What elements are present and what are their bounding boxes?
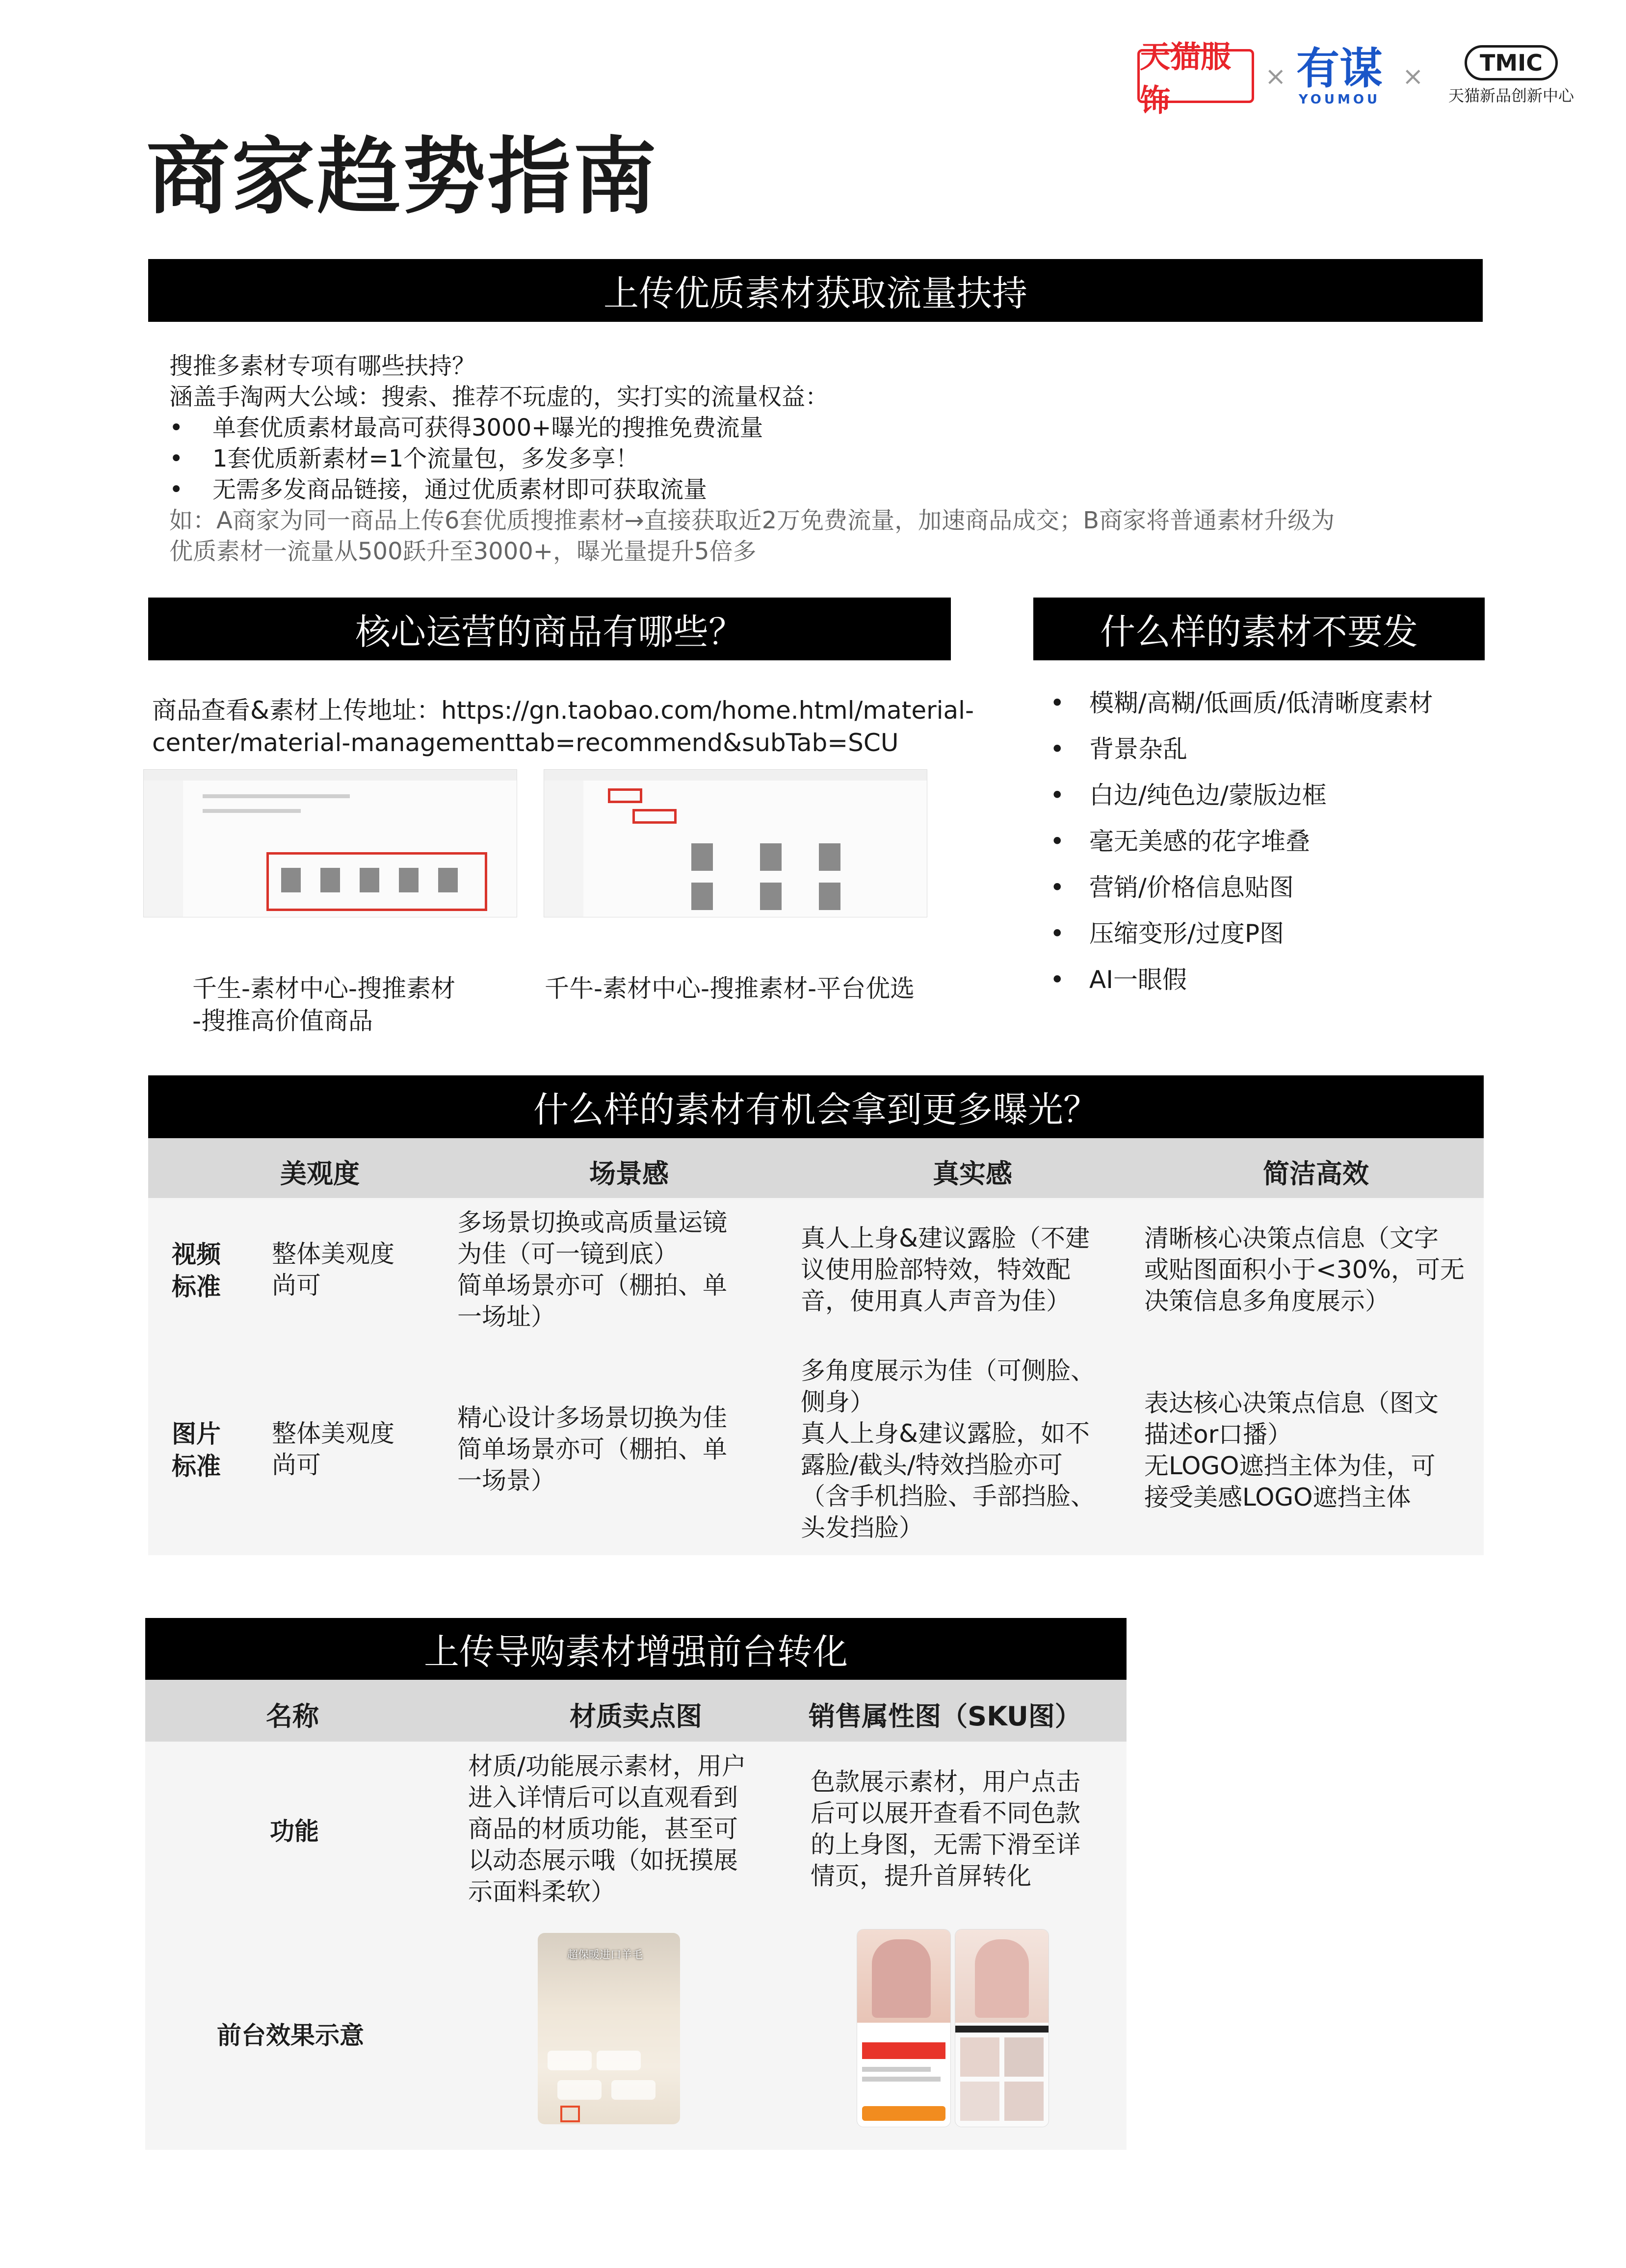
dont-item: • 毫无美感的花字堆叠 (1045, 825, 1487, 871)
cell-image-aesthetic: 整体美观度 尚可 (272, 1419, 394, 1479)
guide-table-header (145, 1680, 1127, 1742)
youmou-logo-text: 有谋 (1296, 43, 1383, 94)
cell-function-sku: 色款展示素材，用户点击 后可以展开查看不同色款 的上身图，无需下滑至详 情页，提升首屏转化 (811, 1768, 1080, 1890)
exposure-table-body (148, 1198, 1484, 1555)
tmic-logo (1438, 45, 1585, 114)
screenshot-qiansheng (143, 769, 517, 917)
row-label-image: 图片 标准 (172, 1420, 221, 1481)
intro-bullet: • 1套优质新素材=1个流量包，多发多享！ (169, 443, 1445, 474)
intro-bullet: • 单套优质素材最高可获得3000+曝光的搜推免费流量 (169, 413, 1445, 443)
logo-separator: × (1265, 62, 1286, 91)
header-sku: 销售属性图（SKU图） (809, 1701, 1081, 1732)
guide-section-header (145, 1618, 1127, 1680)
cell-image-concise: 表达核心决策点信息（图文 描述or口播） 无LOGO遮挡主体为佳，可 接受美感LOGO遮挡主体 (1144, 1389, 1439, 1512)
youmou-logo-en: YOUMOU (1298, 92, 1381, 107)
exposure-section-title: 什么样的素材有机会拿到更多曝光？ (533, 1089, 1099, 1130)
sku-demo-phone-right (955, 1929, 1049, 2127)
cell-video-aesthetic: 整体美观度 尚可 (272, 1240, 394, 1300)
tmic-logo-sub: 天猫新品创新中心 (1448, 86, 1574, 105)
screenshot-qianniu (544, 769, 927, 917)
core-section-header (148, 598, 951, 660)
tmall-fashion-logo: 天猫服饰 (1137, 49, 1254, 103)
material-url-text: 商品查看&素材上传地址：https://gn.taobao.com/home.html/material-center/material-managementtab=recommend&subTab=SCU (152, 696, 974, 757)
dont-section-title: 什么样的素材不要发 (1100, 611, 1418, 652)
header-real: 真实感 (933, 1158, 1012, 1189)
dont-list (1045, 687, 1487, 1010)
row-label-demo: 前台效果示意 (217, 2021, 364, 2050)
page-title: 商家趋势指南 (146, 128, 659, 226)
upload-intro (169, 351, 1445, 567)
caption-qiansheng (192, 972, 455, 1037)
intro-example: 如：A商家为同一商品上传6套优质搜推素材→直接获取近2万免费流量，加速商品成交；B商家将普通素材升级为 (169, 507, 1335, 534)
caption-line: -搜推高价值商品 (192, 1007, 373, 1035)
material-demo-phone (538, 1933, 680, 2124)
header-scene: 场景感 (589, 1158, 669, 1189)
intro-question: 搜推多素材专项有哪些扶持？ (169, 352, 476, 380)
upload-section-title: 上传优质素材获取流量扶持 (603, 273, 1027, 314)
cell-image-real: 多角度展示为佳（可侧脸、 侧身） 真人上身&建议露脸，如不 露脸/截头/特效挡脸亦可 （含手机挡脸、手部挡脸、 头发挡脸） (801, 1356, 1095, 1542)
cell-function-material: 材质/功能展示素材，用户 进入详情后可以直观看到 商品的材质功能，甚至可 以动态展示哦（如抚摸展 示面料柔软） (468, 1752, 746, 1906)
logo-separator: × (1402, 62, 1424, 91)
dont-item: • 背景杂乱 (1045, 733, 1487, 779)
dont-item: • 压缩变形/过度P图 (1045, 917, 1487, 964)
header-aesthetic: 美观度 (280, 1158, 360, 1189)
dont-item: • 白边/纯色边/蒙版边框 (1045, 779, 1487, 825)
header-material: 材质卖点图 (570, 1701, 702, 1732)
dont-item: • 模糊/高糊/低画质/低清晰度素材 (1045, 687, 1487, 733)
intro-example: 优质素材一流量从500跃升至3000+，曝光量提升5倍多 (169, 538, 757, 565)
caption-line: 千生-素材中心-搜推素材 (192, 974, 456, 1003)
cell-video-scene: 多场景切换或高质量运镜 为佳（可一镜到底） 简单场景亦可（棚拍、单 一场址） (457, 1208, 727, 1331)
exposure-table-header (148, 1138, 1484, 1198)
upload-section-header (148, 259, 1483, 322)
intro-bullet: • 无需多发商品链接，通过优质素材即可获取流量 (169, 474, 1445, 505)
dont-section-header (1033, 598, 1485, 660)
intro-coverage: 涵盖手淘两大公域：搜索、推荐不玩虚的，实打实的流量权益： (169, 383, 829, 411)
sku-demo-phone-left (857, 1929, 951, 2127)
dont-item: • 营销/价格信息贴图 (1045, 871, 1487, 917)
youmou-logo (1290, 45, 1389, 109)
core-section-title: 核心运营的商品有哪些？ (355, 611, 744, 652)
phone-overlay-text: 超保暖进口羊毛 (567, 1949, 643, 1961)
guide-section-title: 上传导购素材增强前台转化 (423, 1631, 848, 1672)
row-label-video: 视频 标准 (172, 1240, 221, 1301)
tmic-logo-text: TMIC (1465, 45, 1558, 80)
header-name: 名称 (266, 1701, 319, 1732)
cell-image-scene: 精心设计多场景切换为佳 简单场景亦可（棚拍、单 一场景） (457, 1404, 727, 1495)
dont-item: • AI一眼假 (1045, 964, 1487, 1010)
guide-table-body (145, 1742, 1127, 2150)
caption-qianniu: 千牛-素材中心-搜推素材-平台优选 (545, 974, 915, 1003)
cell-video-real: 真人上身&建议露脸（不建 议使用脸部特效，特效配 音，使用真人声音为佳） (801, 1224, 1090, 1315)
cell-video-concise: 清晰核心决策点信息（文字 或贴图面积小于<30%，可无 决策信息多角度展示） (1144, 1224, 1465, 1315)
header-concise: 简洁高效 (1263, 1158, 1369, 1189)
row-label-function: 功能 (270, 1817, 319, 1846)
exposure-section-header (148, 1075, 1484, 1138)
